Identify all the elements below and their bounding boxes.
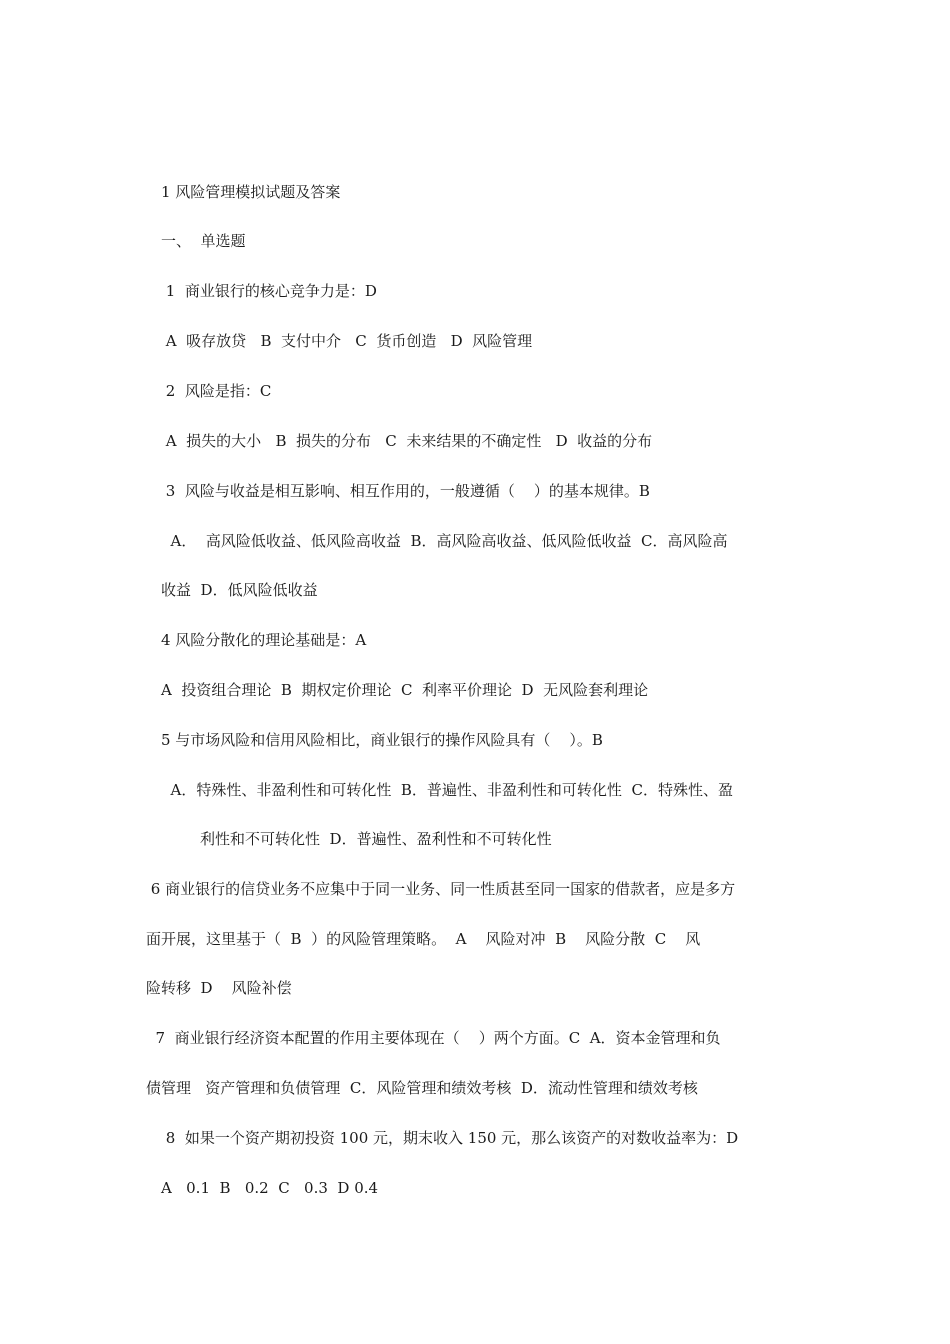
question-4-stem: 4 风险分散化的理论基础是：A: [161, 631, 367, 649]
question-3-stem: 3 风险与收益是相互影响、相互作用的，一般遵循（ ）的基本规律。B: [161, 482, 650, 500]
question-4-options: A 投资组合理论 B 期权定价理论 C 利率平价理论 D 无风险套利理论: [161, 681, 649, 699]
question-1-options: A 吸存放贷 B 支付中介 C 货币创造 D 风险管理: [161, 332, 533, 350]
question-6-line3: 险转移 D 风险补偿: [146, 979, 292, 997]
question-6-line1: 6 商业银行的信贷业务不应集中于同一业务、同一性质甚至同一国家的借款者，应是多方: [146, 880, 736, 898]
section-heading: 一、 单选题: [161, 232, 246, 250]
question-3-options-line2: 收益 D．低风险低收益: [161, 581, 318, 599]
question-1-stem: 1 商业银行的核心竞争力是：D: [161, 282, 377, 300]
question-5-options-line1: A．特殊性、非盈利性和可转化性 B．普遍性、非盈利性和可转化性 C．特殊性、盈: [161, 781, 733, 799]
document-title: 1 风险管理模拟试题及答案: [161, 183, 341, 201]
question-2-options: A 损失的大小 B 损失的分布 C 未来结果的不确定性 D 收益的分布: [161, 432, 653, 450]
question-2-stem: 2 风险是指：C: [161, 382, 272, 400]
question-5-options-line2: 利性和不可转化性 D．普遍性、盈利性和不可转化性: [200, 830, 552, 848]
question-8-stem: 8 如果一个资产期初投资 100 元，期末收入 150 元，那么该资产的对数收益率为：D: [161, 1129, 739, 1147]
question-6-line2: 面开展，这里基于（ B ）的风险管理策略。 A 风险对冲 B 风险分散 C 风: [146, 930, 701, 948]
question-8-options: A 0.1 B 0.2 C 0.3 D 0.4: [161, 1179, 379, 1197]
question-3-options-line1: A． 高风险低收益、低风险高收益 B．高风险高收益、低风险低收益 C．高风险高: [161, 532, 728, 550]
question-7-line1: 7 商业银行经济资本配置的作用主要体现在（ ）两个方面。C A．资本金管理和负: [146, 1029, 721, 1047]
question-7-line2: 债管理 资产管理和负债管理 C．风险管理和绩效考核 D．流动性管理和绩效考核: [146, 1079, 698, 1097]
question-5-stem: 5 与市场风险和信用风险相比，商业银行的操作风险具有（ ）。B: [161, 731, 603, 749]
